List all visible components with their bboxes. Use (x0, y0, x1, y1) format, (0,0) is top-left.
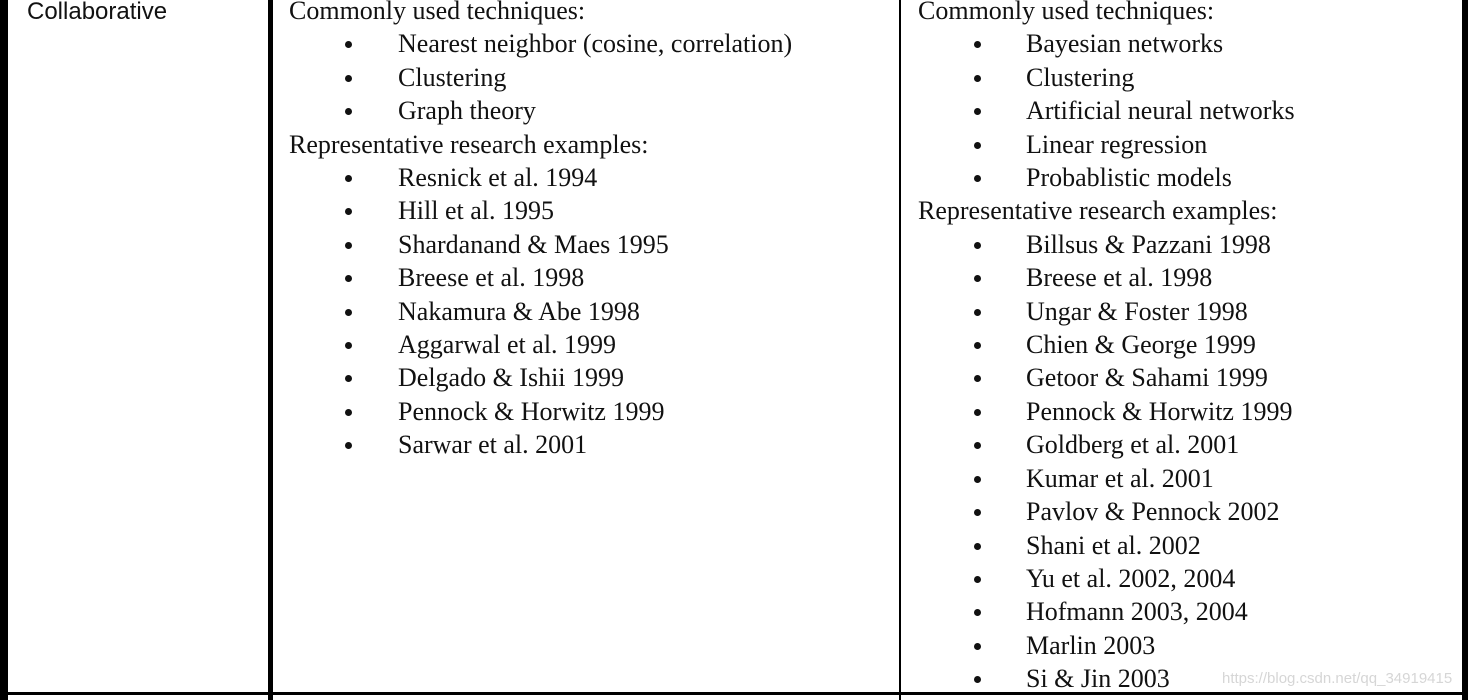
list-item: Kumar et al. 2001 (918, 462, 1295, 495)
list-item: Shardanand & Maes 1995 (289, 228, 792, 261)
middle-column-cell (289, 0, 792, 462)
bullet-icon (974, 275, 981, 282)
bullet-icon (974, 476, 981, 483)
list-item: Nearest neighbor (cosine, correlation) (289, 27, 792, 60)
bullet-icon (974, 75, 981, 82)
bullet-icon (345, 275, 352, 282)
right-examples-list (918, 228, 1295, 696)
list-item: Si & Jin 2003 (918, 662, 1295, 695)
bullet-icon (345, 108, 352, 115)
middle-examples-heading: Representative research examples: (289, 129, 649, 159)
bullet-icon (974, 643, 981, 650)
bullet-icon (345, 41, 352, 48)
bullet-icon (974, 409, 981, 416)
list-item: Nakamura & Abe 1998 (289, 295, 792, 328)
list-item: Pavlov & Pennock 2002 (918, 495, 1295, 528)
bullet-icon (974, 242, 981, 249)
list-item: Bayesian networks (918, 27, 1295, 60)
list-item: Pennock & Horwitz 1999 (918, 395, 1295, 428)
bullet-icon (345, 175, 352, 182)
bullet-icon (974, 676, 981, 683)
list-item: Marlin 2003 (918, 629, 1295, 662)
table-border-right (1462, 0, 1468, 700)
right-techniques-list (918, 27, 1295, 194)
list-item: Artificial neural networks (918, 94, 1295, 127)
list-item: Linear regression (918, 128, 1295, 161)
list-item: Clustering (918, 61, 1295, 94)
bullet-icon (345, 208, 352, 215)
row-label: Collaborative (27, 0, 168, 25)
table-divider-1 (268, 0, 273, 700)
list-item: Clustering (289, 61, 792, 94)
right-examples-heading: Representative research examples: (918, 196, 1278, 226)
list-item: Ungar & Foster 1998 (918, 295, 1295, 328)
bullet-icon (345, 75, 352, 82)
bullet-icon (974, 142, 981, 149)
bullet-icon (345, 342, 352, 349)
right-techniques-heading: Commonly used techniques: (918, 0, 1215, 25)
list-item: Breese et al. 1998 (289, 261, 792, 294)
table-divider-2 (899, 0, 901, 700)
middle-techniques-list (289, 27, 792, 127)
list-item: Sarwar et al. 2001 (289, 428, 792, 461)
right-column-cell (918, 0, 1295, 696)
list-item: Billsus & Pazzani 1998 (918, 228, 1295, 261)
bullet-icon (974, 175, 981, 182)
bullet-icon (345, 309, 352, 316)
list-item: Goldberg et al. 2001 (918, 428, 1295, 461)
list-item: Hofmann 2003, 2004 (918, 595, 1295, 628)
bullet-icon (974, 543, 981, 550)
bullet-icon (974, 342, 981, 349)
bullet-icon (345, 242, 352, 249)
table-border-left (0, 0, 8, 700)
list-item: Graph theory (289, 94, 792, 127)
middle-examples-list (289, 161, 792, 462)
list-item: Breese et al. 1998 (918, 261, 1295, 294)
bullet-icon (974, 576, 981, 583)
bullet-icon (974, 609, 981, 616)
list-item: Pennock & Horwitz 1999 (289, 395, 792, 428)
middle-techniques-heading: Commonly used techniques: (289, 0, 586, 25)
watermark-text: https://blog.csdn.net/qq_34919415 (1222, 670, 1453, 687)
bullet-icon (974, 442, 981, 449)
bullet-icon (345, 375, 352, 382)
bullet-icon (974, 509, 981, 516)
list-item: Aggarwal et al. 1999 (289, 328, 792, 361)
list-item: Shani et al. 2002 (918, 529, 1295, 562)
list-item: Getoor & Sahami 1999 (918, 361, 1295, 394)
bullet-icon (974, 309, 981, 316)
list-item: Yu et al. 2002, 2004 (918, 562, 1295, 595)
list-item: Chien & George 1999 (918, 328, 1295, 361)
list-item: Hill et al. 1995 (289, 194, 792, 227)
bullet-icon (974, 375, 981, 382)
list-item: Probablistic models (918, 161, 1295, 194)
bullet-icon (345, 442, 352, 449)
bullet-icon (974, 41, 981, 48)
list-item: Resnick et al. 1994 (289, 161, 792, 194)
bullet-icon (345, 409, 352, 416)
list-item: Delgado & Ishii 1999 (289, 361, 792, 394)
bullet-icon (974, 108, 981, 115)
